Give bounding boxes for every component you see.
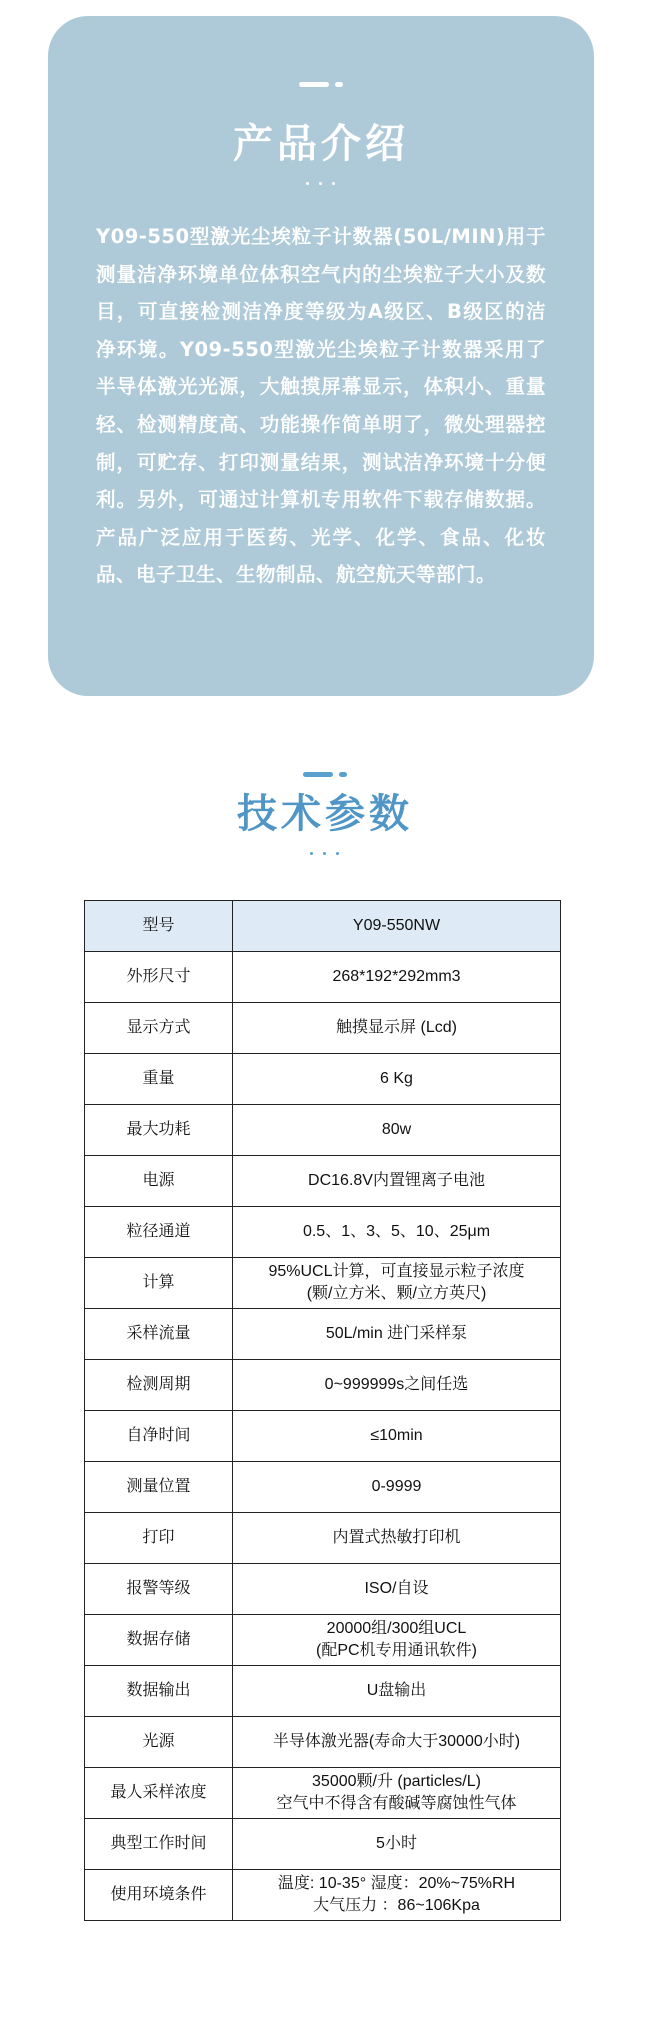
- table-row: [85, 901, 561, 952]
- table-row: [85, 1768, 561, 1819]
- spec-value-cell: [233, 1258, 561, 1309]
- spec-value-cell: [233, 1615, 561, 1666]
- spec-table: [84, 900, 561, 1921]
- spec-label-cell: 最大功耗: [85, 1105, 233, 1156]
- spec-value-cell: [233, 1360, 561, 1411]
- spec-value-cell: [233, 1003, 561, 1054]
- spec-value-cell: [233, 1513, 561, 1564]
- spec-value-cell: [233, 1309, 561, 1360]
- table-row: [85, 1411, 561, 1462]
- spec-label-cell: 使用环境条件: [85, 1870, 233, 1921]
- table-row: [85, 1054, 561, 1105]
- spec-label-cell: 型号: [85, 901, 233, 952]
- spec-label-cell: 光源: [85, 1717, 233, 1768]
- table-row: [85, 1513, 561, 1564]
- table-row: [85, 1615, 561, 1666]
- spec-label-cell: 最人采样浓度: [85, 1768, 233, 1819]
- spec-value-line: 触摸显示屏 (Lcd): [336, 1019, 457, 1036]
- spec-value-line: 50L/min 进门采样泵: [325, 1325, 468, 1342]
- spec-value-line: 空气中不得含有酸碱等腐蚀性气体: [276, 1795, 517, 1812]
- intro-description: Y09-550型激光尘埃粒子计数器(50L/MIN)用于测量洁净环境单位体积空气内的尘埃粒子大小及数目，可直接检测洁净度等级为A级区、B级区的洁净环境。Y09-550型激光尘埃粒子计数器采用了半导体激光光源，大触摸屏幕显示，体积小、重量轻、检测精度高、功能操作简单明了，微处理器控制，可贮存、打印测量结果，测试洁净环境十分便利。另外，可通过计算机专用软件下载存储数据。产品广泛应用于医药、光学、化学、食品、化妆品、电子卫生、生物制品、航空航天等部门。: [96, 225, 546, 587]
- intro-title-dots: [306, 182, 336, 186]
- table-row: [85, 1819, 561, 1870]
- spec-value-cell: [233, 952, 561, 1003]
- spec-value-cell: [233, 1156, 561, 1207]
- spec-value-cell: [233, 1207, 561, 1258]
- table-row: [85, 952, 561, 1003]
- spec-label-cell: 打印: [85, 1513, 233, 1564]
- table-row: [85, 1003, 561, 1054]
- table-row: [85, 1717, 561, 1768]
- spec-label-cell: 粒径通道: [85, 1207, 233, 1258]
- spec-value-line: 大气压力 ：86~106Kpa: [313, 1897, 480, 1914]
- spec-value-line: 80w: [381, 1121, 412, 1138]
- spec-label-cell: 显示方式: [85, 1003, 233, 1054]
- spec-label-cell: 外形尺寸: [85, 952, 233, 1003]
- spec-title-decoration: [303, 772, 347, 778]
- spec-value-line: DC16.8V内置锂离子电池: [308, 1172, 485, 1189]
- spec-value-cell: [233, 901, 561, 952]
- spec-value-line: 35000颗/升 (particles/L): [312, 1773, 481, 1790]
- spec-title-dots: [310, 852, 340, 856]
- table-row: [85, 1360, 561, 1411]
- spec-value-line: 0-9999: [371, 1478, 422, 1495]
- spec-value-line: 0.5、1、3、5、10、25μm: [302, 1223, 491, 1240]
- spec-value-cell: [233, 1717, 561, 1768]
- table-row: [85, 1156, 561, 1207]
- spec-label-cell: 电源: [85, 1156, 233, 1207]
- spec-label-cell: 报警等级: [85, 1564, 233, 1615]
- intro-title-decoration: [299, 82, 343, 88]
- table-row: [85, 1258, 561, 1309]
- table-row: [85, 1564, 561, 1615]
- spec-label-cell: 数据存储: [85, 1615, 233, 1666]
- spec-label-cell: 检测周期: [85, 1360, 233, 1411]
- spec-value-cell: [233, 1411, 561, 1462]
- spec-label-cell: 测量位置: [85, 1462, 233, 1513]
- spec-value-line: ≤10min: [370, 1427, 423, 1444]
- spec-label-cell: 采样流量: [85, 1309, 233, 1360]
- spec-value-cell: [233, 1054, 561, 1105]
- table-row: [85, 1105, 561, 1156]
- table-row: [85, 1207, 561, 1258]
- table-row: [85, 1462, 561, 1513]
- table-row: [85, 1309, 561, 1360]
- spec-table-body: [85, 901, 561, 1921]
- spec-value-cell: [233, 1105, 561, 1156]
- spec-label-cell: 典型工作时间: [85, 1819, 233, 1870]
- spec-value-line: 内置式热敏打印机: [332, 1529, 461, 1546]
- spec-value-line: 5小时: [376, 1835, 417, 1852]
- spec-label-cell: 自净时间: [85, 1411, 233, 1462]
- spec-value-line: (颗/立方米、颗/立方英尺): [306, 1285, 487, 1302]
- spec-value-line: 95%UCL计算，可直接显示粒子浓度: [268, 1263, 525, 1280]
- spec-value-cell: [233, 1564, 561, 1615]
- spec-label-cell: 计算: [85, 1258, 233, 1309]
- spec-value-line: 半导体激光器(寿命大于30000小时): [272, 1733, 521, 1750]
- spec-value-cell: [233, 1666, 561, 1717]
- spec-value-line: 6 Kg: [380, 1070, 413, 1087]
- spec-value-line: (配PC机专用通讯软件): [316, 1642, 477, 1659]
- intro-title: 产品介绍: [233, 121, 409, 167]
- spec-value-line: 温度: 10-35° 湿度：20%~75%RH: [277, 1875, 516, 1892]
- spec-label-cell: 数据输出: [85, 1666, 233, 1717]
- spec-value-line: Y09-550NW: [352, 917, 441, 934]
- table-row: [85, 1666, 561, 1717]
- spec-value-line: U盘输出: [366, 1682, 427, 1699]
- spec-value-cell: [233, 1768, 561, 1819]
- spec-value-cell: [233, 1819, 561, 1870]
- intro-card: [48, 16, 594, 696]
- spec-value-line: 20000组/300组UCL: [326, 1620, 467, 1637]
- spec-title: 技术参数: [237, 791, 413, 837]
- spec-value-cell: [233, 1462, 561, 1513]
- spec-value-cell: [233, 1870, 561, 1921]
- spec-value-line: 0~999999s之间任选: [324, 1376, 469, 1393]
- spec-label-cell: 重量: [85, 1054, 233, 1105]
- spec-value-line: ISO/自设: [364, 1580, 429, 1597]
- table-row: [85, 1870, 561, 1921]
- spec-value-line: 268*192*292mm3: [332, 968, 461, 985]
